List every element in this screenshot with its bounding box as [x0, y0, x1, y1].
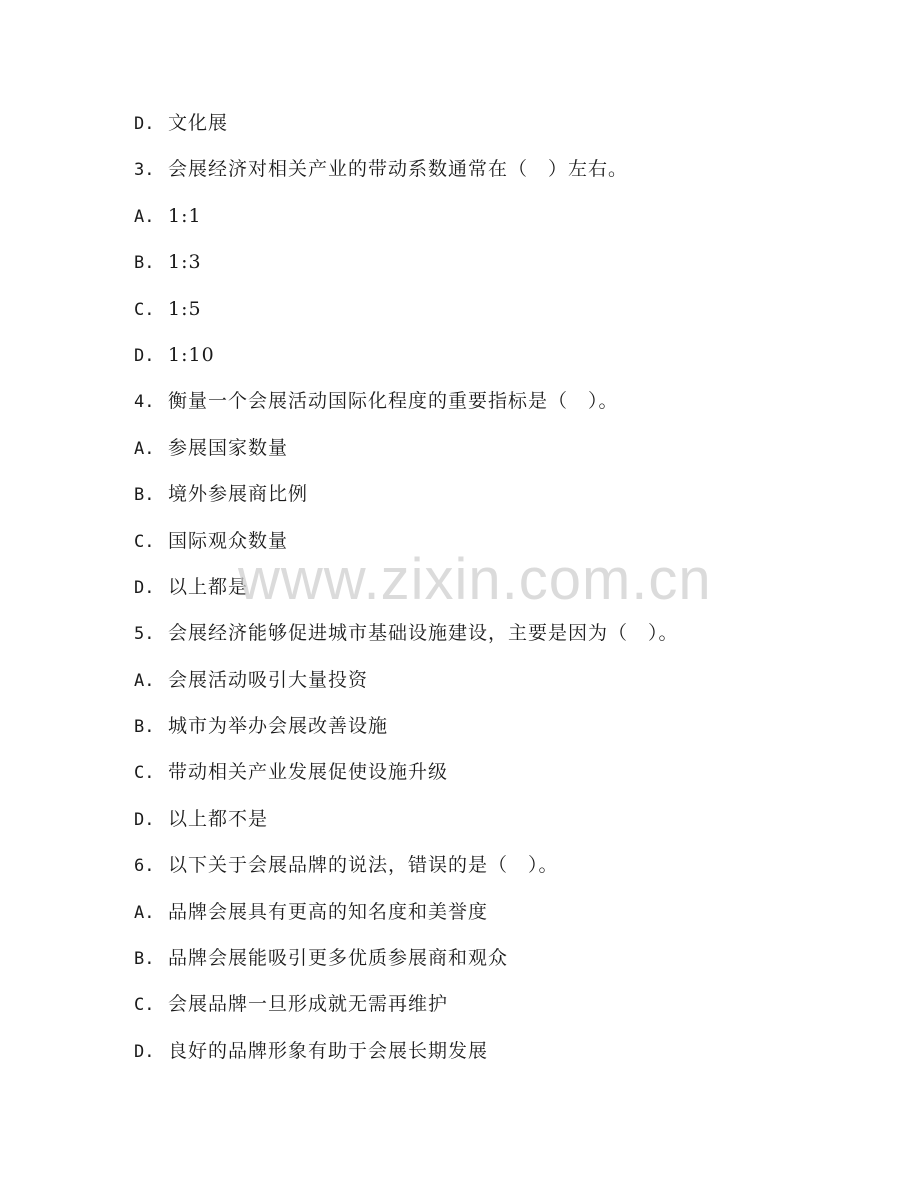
- question-list: [134, 108, 874, 1082]
- option-line: [134, 757, 874, 803]
- option-text: 以上都是: [168, 575, 249, 598]
- option-text: 城市为举办会展改善设施: [168, 715, 389, 738]
- option-line: [134, 526, 874, 572]
- option-label: C.: [134, 995, 155, 1016]
- option-label: D.: [134, 809, 155, 830]
- option-label: C.: [134, 299, 155, 320]
- question-text: 以下关于会展品牌的说法，错误的是（ ）。: [168, 854, 559, 877]
- option-label: B.: [134, 949, 155, 970]
- option-text: 国际观众数量: [168, 529, 289, 552]
- option-text: 以上都不是: [168, 807, 269, 830]
- option-text: 参展国家数量: [168, 436, 289, 459]
- question-number: 6.: [134, 856, 155, 877]
- option-line: [134, 433, 874, 479]
- option-text: 品牌会展具有更高的知名度和美誉度: [168, 900, 489, 923]
- option-label: D.: [134, 577, 155, 598]
- question-number: 5.: [134, 624, 155, 645]
- option-line: [134, 201, 874, 247]
- option-label: C.: [134, 763, 155, 784]
- option-line: [134, 1036, 874, 1082]
- option-text: 1:3: [168, 251, 202, 274]
- question-line: [134, 850, 874, 896]
- option-text: 文化展: [168, 112, 229, 134]
- option-label: C.: [134, 531, 155, 552]
- option-text: 良好的品牌形象有助于会展长期发展: [168, 1039, 489, 1062]
- question-number: 4.: [134, 392, 155, 413]
- option-line: [134, 989, 874, 1035]
- question-line: [134, 154, 874, 200]
- option-text: 1:10: [168, 343, 215, 366]
- option-line: [134, 108, 874, 154]
- option-line: [134, 897, 874, 943]
- option-label: A.: [134, 206, 155, 227]
- option-line: [134, 340, 874, 386]
- option-line: [134, 943, 874, 989]
- question-text: 衡量一个会展活动国际化程度的重要指标是（ ）。: [168, 390, 619, 413]
- option-text: 品牌会展能吸引更多优质参展商和观众: [168, 947, 509, 970]
- watermark: www.zixin.com.cn: [238, 547, 712, 612]
- option-text: 带动相关产业发展促使设施升级: [168, 761, 449, 784]
- option-line: [134, 665, 874, 711]
- question-number: 3.: [134, 160, 155, 181]
- option-line: [134, 479, 874, 525]
- option-line: [134, 247, 874, 293]
- question-line: [134, 386, 874, 432]
- option-label: B.: [134, 253, 155, 274]
- option-text: 会展品牌一旦形成就无需再维护: [168, 993, 449, 1016]
- option-label: A.: [134, 438, 155, 459]
- question-text: 会展经济对相关产业的带动系数通常在（ ）左右。: [168, 158, 629, 181]
- option-label: A.: [134, 670, 155, 691]
- option-text: 1:1: [168, 204, 202, 227]
- question-text: 会展经济能够促进城市基础设施建设，主要是因为（ ）。: [168, 622, 679, 645]
- option-text: 会展活动吸引大量投资: [168, 668, 369, 691]
- option-label: D.: [134, 114, 155, 134]
- option-line: [134, 294, 874, 340]
- option-line: [134, 804, 874, 850]
- option-label: D.: [134, 345, 155, 366]
- option-text: 1:5: [168, 297, 202, 320]
- option-label: B.: [134, 717, 155, 738]
- option-label: B.: [134, 485, 155, 506]
- option-line: [134, 711, 874, 757]
- question-line: [134, 618, 874, 664]
- option-label: D.: [134, 1041, 155, 1062]
- option-line: [134, 572, 874, 618]
- option-label: A.: [134, 902, 155, 923]
- option-text: 境外参展商比例: [168, 483, 309, 506]
